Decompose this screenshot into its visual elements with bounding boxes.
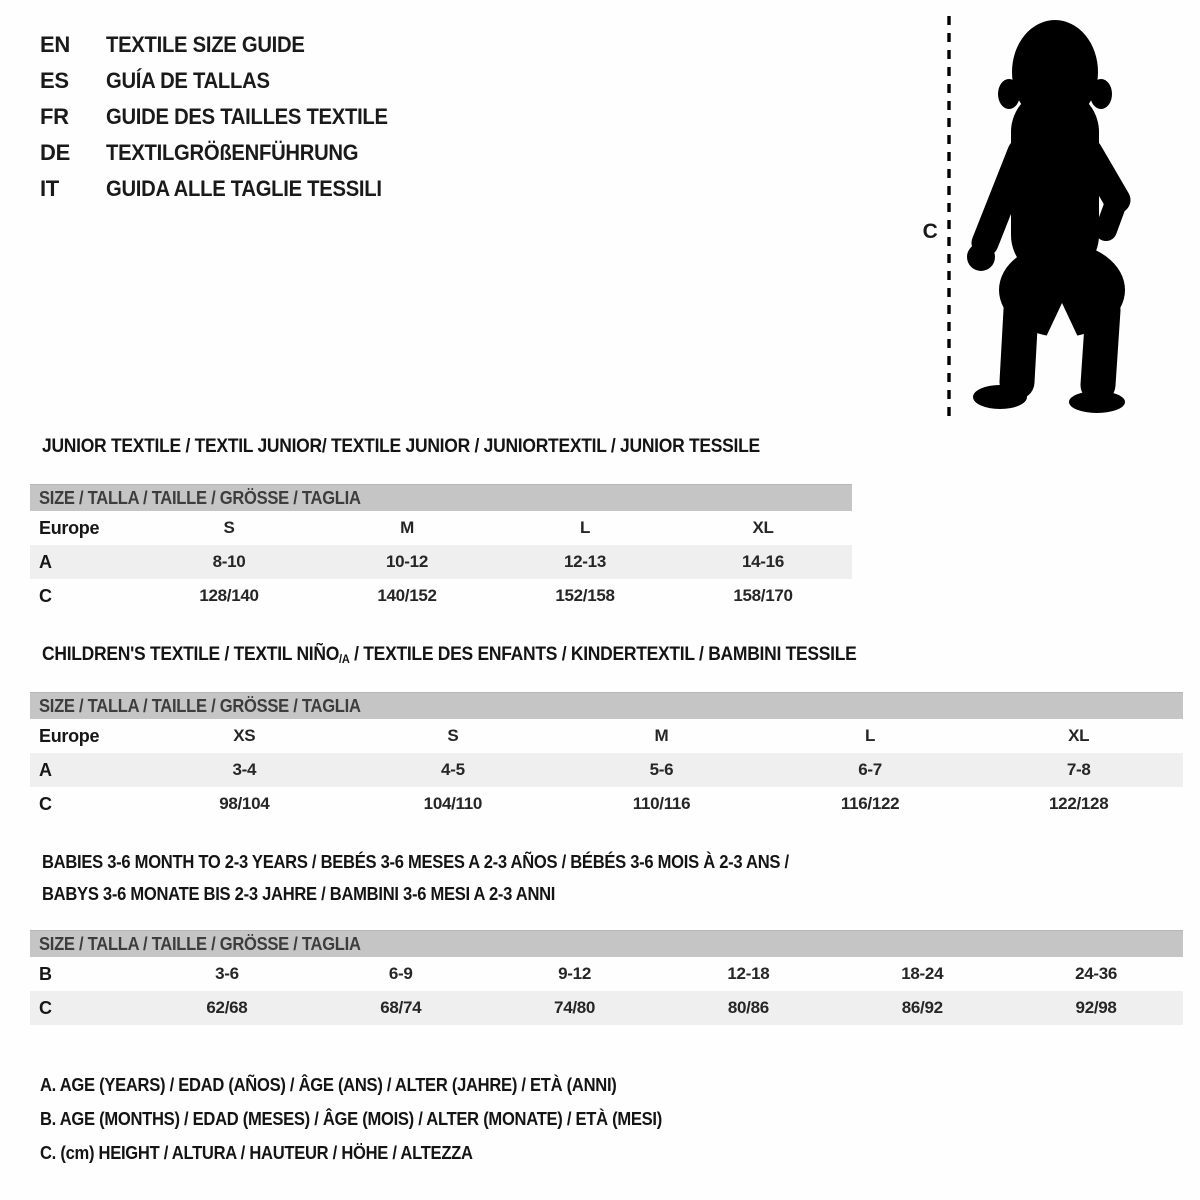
language-row-es	[40, 63, 412, 99]
junior-row-height	[30, 579, 852, 613]
language-code: DE	[40, 140, 70, 165]
size-cell: 122/128	[1049, 794, 1109, 813]
row-label: A	[39, 759, 52, 780]
babies-row-age-months	[30, 957, 1183, 991]
junior-size-header-bar	[30, 484, 852, 511]
legend-line-a	[40, 1068, 716, 1102]
size-cell: XL	[752, 518, 774, 537]
row-label: C	[39, 585, 52, 606]
babies-title-line2: BABYS 3-6 MONATE BIS 2-3 JAHRE / BAMBINI 3-6 MESI A 2-3 ANNI	[42, 884, 556, 904]
size-cell: L	[579, 518, 591, 537]
size-cell: 8-10	[212, 552, 246, 571]
language-code: IT	[40, 176, 59, 201]
size-cell: 80/86	[727, 998, 769, 1017]
language-label: TEXTILGRÖßENFÜHRUNG	[106, 140, 359, 165]
children-size-header-bar	[30, 692, 1183, 719]
children-row-age-years	[30, 753, 1183, 787]
babies-textile-section	[30, 846, 1183, 1025]
size-cell: 18-24	[901, 964, 944, 983]
row-label: C	[39, 793, 52, 814]
size-cell: 24-36	[1075, 964, 1118, 983]
children-title-rest: / TEXTILE DES ENFANTS / KINDERTEXTIL / BAMBINI TESSILE	[349, 644, 857, 665]
children-title-subscript: /A	[339, 652, 350, 666]
size-cell: XL	[1068, 726, 1090, 745]
size-cell: 104/110	[423, 794, 483, 813]
junior-row-europe	[30, 511, 852, 545]
toddler-silhouette	[905, 10, 1145, 425]
size-cell: 7-8	[1066, 760, 1091, 779]
size-cell: 92/98	[1075, 998, 1117, 1017]
size-cell: 128/140	[199, 586, 259, 605]
children-section-title	[42, 645, 1183, 665]
children-title-main: CHILDREN'S TEXTILE / TEXTIL NIÑO	[42, 644, 340, 665]
size-cell: XS	[233, 726, 256, 745]
language-row-en	[40, 27, 412, 63]
language-code: EN	[40, 32, 70, 57]
language-label: TEXTILE SIZE GUIDE	[106, 32, 305, 57]
children-textile-section	[30, 645, 1183, 821]
size-cell: 12-13	[564, 552, 606, 571]
size-cell: 3-4	[232, 760, 257, 779]
size-cell: 68/74	[380, 998, 422, 1017]
language-code: FR	[40, 104, 69, 129]
size-cell: 9-12	[558, 964, 591, 983]
size-cell: 14-16	[742, 552, 784, 571]
size-cell: 116/122	[840, 794, 900, 813]
toddler-body-icon	[967, 20, 1125, 413]
babies-section-title	[42, 846, 1183, 910]
language-row-fr	[40, 99, 412, 135]
language-label: GUIDA ALLE TAGLIE TESSILI	[106, 176, 382, 201]
babies-title-line1: BABIES 3-6 MONTH TO 2-3 YEARS / BEBÉS 3-6 MESES A 2-3 AÑOS / BÉBÉS 3-6 MOIS À 2-3 ANS /	[42, 852, 789, 872]
size-cell: 5-6	[649, 760, 674, 779]
size-cell: 98/104	[219, 794, 270, 813]
size-cell: L	[865, 726, 876, 745]
legend-line-c	[40, 1136, 716, 1170]
children-section-title-text	[42, 645, 857, 666]
size-cell: M	[400, 518, 414, 537]
size-cell: 152/158	[555, 586, 615, 605]
children-row-europe	[30, 719, 1183, 753]
children-size-header-text: SIZE / TALLA / TAILLE / GRÖSSE / TAGLIA	[39, 695, 361, 716]
row-label: A	[39, 551, 52, 572]
language-code: ES	[40, 68, 69, 93]
language-label: GUIDE DES TAILLES TEXTILE	[106, 104, 388, 129]
babies-row-height	[30, 991, 1183, 1025]
size-cell: 140/152	[377, 586, 437, 605]
size-cell: M	[654, 726, 669, 745]
babies-size-header-bar	[30, 930, 1183, 957]
junior-row-age-years	[30, 545, 852, 579]
legend-line-b	[40, 1102, 716, 1136]
junior-size-header-text: SIZE / TALLA / TAILLE / GRÖSSE / TAGLIA	[39, 487, 361, 508]
size-cell: 110/116	[632, 794, 691, 813]
size-cell: 3-6	[215, 964, 239, 983]
height-measure-label: C	[922, 220, 938, 243]
size-cell: 4-5	[441, 760, 465, 779]
row-label: Europe	[39, 517, 100, 538]
size-cell: 10-12	[386, 552, 428, 571]
size-cell: 6-7	[858, 760, 882, 779]
size-cell: 12-18	[727, 964, 770, 983]
size-cell: 74/80	[554, 998, 596, 1017]
children-row-height	[30, 787, 1183, 821]
row-label: C	[39, 997, 52, 1018]
size-cell: S	[223, 518, 235, 537]
language-title-block	[40, 27, 412, 207]
language-label: GUÍA DE TALLAS	[106, 68, 270, 93]
legend-line-b-text: B. AGE (MONTHS) / EDAD (MESES) / ÂGE (MOIS) / ALTER (MONATE) / ETÀ (MESI)	[40, 1109, 662, 1129]
row-label: B	[39, 963, 52, 984]
legend-block	[40, 1068, 716, 1170]
size-cell: 86/92	[901, 998, 943, 1017]
legend-line-a-text: A. AGE (YEARS) / EDAD (AÑOS) / ÂGE (ANS) / ALTER (JAHRE) / ETÀ (ANNI)	[40, 1075, 617, 1095]
language-row-it	[40, 171, 412, 207]
junior-section-title-text: JUNIOR TEXTILE / TEXTIL JUNIOR/ TEXTILE JUNIOR / JUNIORTEXTIL / JUNIOR TESSILE	[42, 436, 760, 457]
babies-size-header-text: SIZE / TALLA / TAILLE / GRÖSSE / TAGLIA	[39, 933, 361, 954]
junior-textile-section	[30, 437, 852, 613]
language-row-de	[40, 135, 412, 171]
junior-section-title	[42, 437, 852, 457]
size-cell: 62/68	[206, 998, 248, 1017]
size-cell: 6-9	[388, 964, 413, 983]
size-cell: S	[447, 726, 459, 745]
size-cell: 158/170	[733, 586, 793, 605]
row-label: Europe	[39, 725, 100, 746]
legend-line-c-text: C. (cm) HEIGHT / ALTURA / HAUTEUR / HÖHE / ALTEZZA	[40, 1143, 473, 1163]
